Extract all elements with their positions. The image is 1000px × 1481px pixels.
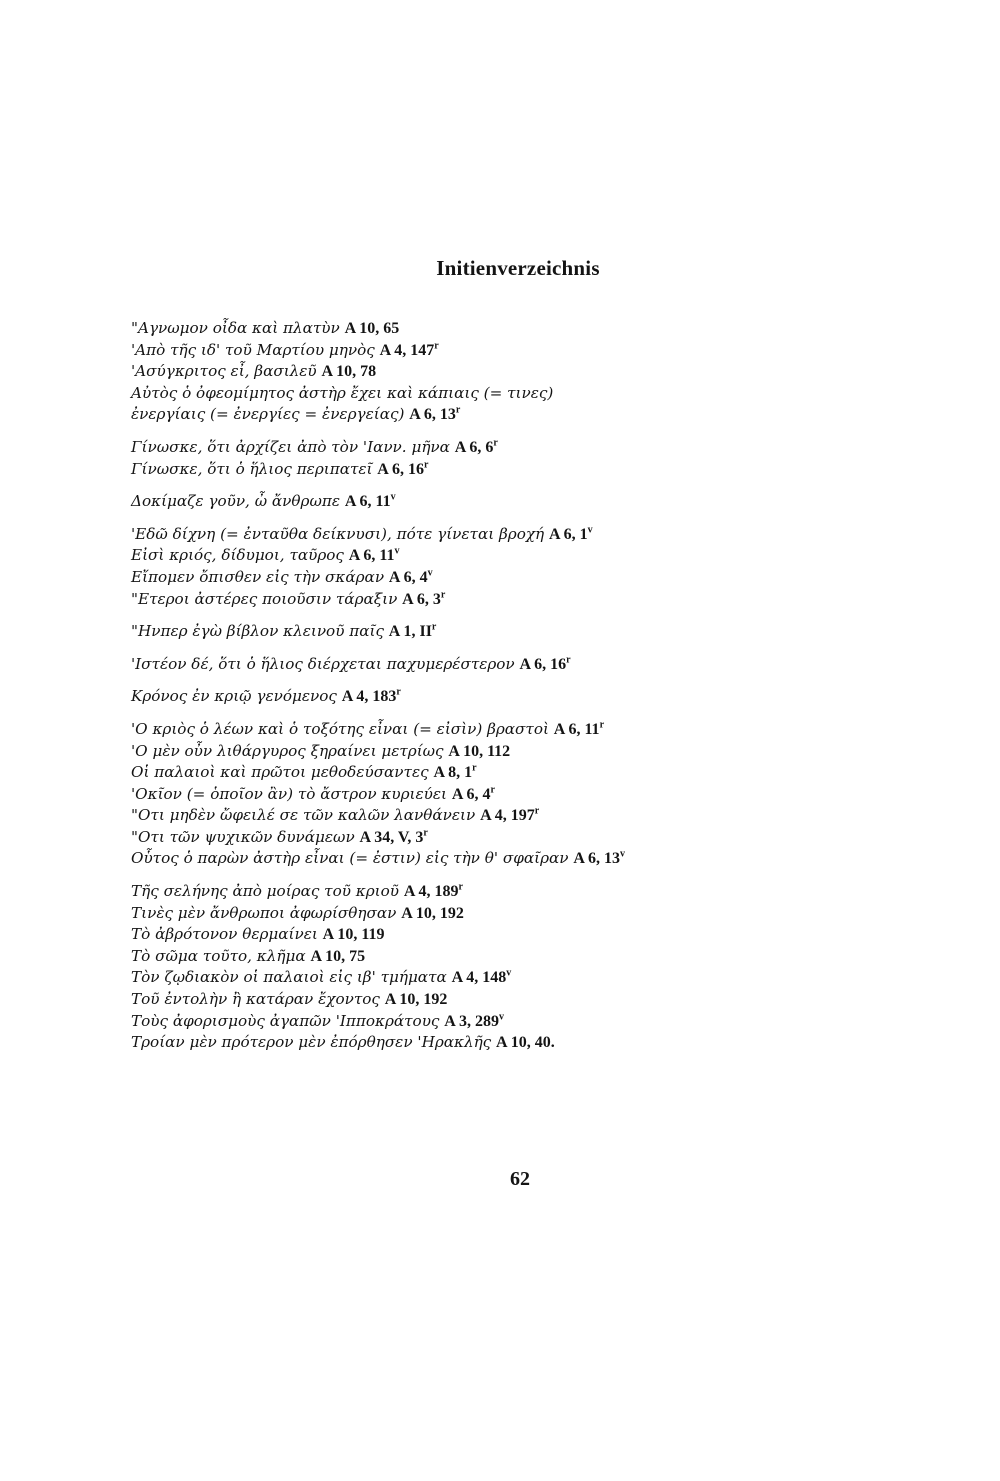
reference-text: A 6, 11 bbox=[348, 547, 395, 565]
folio-side-marker: r bbox=[431, 621, 437, 633]
manuscript-reference bbox=[322, 363, 377, 380]
index-entry bbox=[131, 741, 971, 763]
index-entry bbox=[131, 318, 971, 340]
incipit-text: Δοκίμαζε γοῦν, ὦ ἄνθρωπε bbox=[131, 492, 340, 511]
manuscript-reference bbox=[433, 764, 476, 781]
index-entry bbox=[131, 762, 971, 784]
incipit-text: Οἱ παλαιοὶ καὶ πρῶτοι μεθοδεύσαντες bbox=[131, 763, 429, 782]
folio-side-marker: r bbox=[440, 589, 446, 601]
manuscript-reference bbox=[496, 1034, 555, 1051]
index-group bbox=[131, 881, 971, 1054]
incipit-text: Τὸ σῶμα τοῦτο, κλῆμα bbox=[131, 946, 306, 965]
index-entry bbox=[131, 903, 971, 925]
manuscript-reference bbox=[401, 905, 464, 922]
index-entry bbox=[131, 654, 971, 676]
folio-side-marker: r bbox=[490, 784, 495, 796]
manuscript-reference bbox=[452, 969, 512, 986]
reference-text: A 4, 183 bbox=[341, 688, 397, 706]
index-entry bbox=[131, 1032, 971, 1054]
folio-side-marker: v bbox=[394, 546, 400, 558]
reference-text: A 6, 11 bbox=[344, 493, 391, 511]
incipit-text: Γίνωσκε, ὅτι ἀρχίζει ἀπὸ τὸν 'Ιανν. μῆνα bbox=[131, 437, 450, 456]
reference-text: A 6, 16 bbox=[519, 655, 567, 673]
index-entry bbox=[131, 589, 971, 611]
folio-side-marker: r bbox=[423, 459, 429, 471]
incipit-text: Τοὺς ἀφορισμοὺς ἀγαπῶν 'Ιπποκράτους bbox=[131, 1011, 440, 1030]
index-entry bbox=[131, 621, 971, 643]
manuscript-reference bbox=[549, 526, 593, 543]
manuscript-reference bbox=[380, 342, 439, 359]
incipit-text: 'Ιστέον δέ, ὅτι ὁ ἥλιος διέρχεται παχυμερέστερον bbox=[131, 654, 515, 673]
index-entry bbox=[131, 545, 971, 567]
manuscript-reference bbox=[345, 493, 396, 510]
reference-text: A 6, 4 bbox=[451, 785, 491, 803]
reference-text: A 4, 147 bbox=[379, 341, 435, 359]
index-entry bbox=[131, 491, 971, 513]
folio-side-marker: v bbox=[620, 849, 626, 861]
incipit-text: Αὐτὸς ὁ ὀφεομίμητος ἀστὴρ ἔχει καὶ κάπιαις (= τινες) bbox=[131, 383, 554, 402]
manuscript-reference bbox=[402, 591, 445, 608]
folio-side-marker: r bbox=[455, 405, 461, 417]
manuscript-reference bbox=[310, 948, 365, 965]
incipit-text: "Ετεροι ἀστέρες ποιοῦσιν τάραξιν bbox=[131, 589, 398, 608]
index-group bbox=[131, 719, 971, 870]
incipit-text: Γίνωσκε, ὅτι ὁ ἥλιος περιπατεῖ bbox=[131, 459, 373, 478]
incipit-text: Κρόνος ἐν κριῷ γενόμενος bbox=[131, 687, 337, 706]
index-entry bbox=[131, 437, 971, 459]
index-group bbox=[131, 654, 971, 676]
reference-text: A 6, 11 bbox=[553, 720, 600, 738]
manuscript-reference bbox=[385, 991, 448, 1008]
reference-text: A 10, 75 bbox=[310, 947, 366, 965]
incipit-text: 'Οκῖον (= ὁποῖον ἂν) τὸ ἄστρον κυριεύει bbox=[131, 784, 447, 803]
manuscript-reference bbox=[573, 850, 625, 867]
index-entry bbox=[131, 848, 971, 870]
incipit-text: 'Απὸ τῆς ιδ' τοῦ Μαρτίου μηνὸς bbox=[131, 340, 375, 359]
manuscript-reference bbox=[360, 829, 428, 846]
page-number: 62 bbox=[510, 1168, 530, 1190]
manuscript-reference bbox=[455, 439, 498, 456]
reference-text: A 10, 78 bbox=[321, 363, 377, 381]
manuscript-reference bbox=[389, 623, 437, 640]
incipit-text: Εἴπομεν ὄπισθεν εἰς τὴν σκάραν bbox=[131, 567, 385, 586]
reference-text: A 4, 189 bbox=[403, 883, 459, 901]
reference-text: A 34, V, 3 bbox=[359, 828, 424, 846]
manuscript-reference bbox=[409, 406, 460, 423]
manuscript-reference bbox=[444, 1013, 504, 1030]
manuscript-reference bbox=[404, 883, 463, 900]
index-entry bbox=[131, 524, 971, 546]
index-entry bbox=[131, 1011, 971, 1033]
manuscript-reference bbox=[345, 320, 400, 337]
index-entry bbox=[131, 967, 971, 989]
manuscript-reference bbox=[349, 547, 400, 564]
incipit-text: 'Ο μὲν οὖν λιθάργυρος ξηραίνει μετρίως bbox=[131, 741, 444, 760]
folio-side-marker: r bbox=[493, 437, 498, 449]
incipit-text: "Αγνωμον οἶδα καὶ πλατὺν bbox=[131, 319, 340, 337]
index-entry bbox=[131, 946, 971, 968]
incipit-text: Εἰσὶ κριός, δίδυμοι, ταῦρος bbox=[131, 546, 344, 565]
reference-text: A 6, 13 bbox=[573, 850, 621, 868]
reference-text: A 6, 16 bbox=[377, 460, 424, 478]
index-entry bbox=[131, 881, 971, 903]
index-entry bbox=[131, 404, 971, 426]
folio-side-marker: r bbox=[396, 686, 401, 698]
index-entry bbox=[131, 567, 971, 589]
incipit-text: ἐνεργίαις (= ἐνεργίες = ἐνεργείας) bbox=[131, 405, 405, 424]
index-entry bbox=[131, 784, 971, 806]
reference-text: A 6, 1 bbox=[548, 525, 588, 543]
index-group bbox=[131, 686, 971, 708]
reference-text: A 10, 119 bbox=[322, 926, 385, 944]
incipit-text: Τῆς σελήνης ἀπὸ μοίρας τοῦ κριοῦ bbox=[131, 882, 399, 901]
manuscript-reference bbox=[389, 569, 433, 586]
reference-text: A 4, 148 bbox=[451, 969, 507, 987]
incipit-text: Τὸ ἀβρότονον θερμαίνει bbox=[131, 925, 318, 944]
incipit-text: "Οτι μηδὲν ὤφειλέ σε τῶν καλῶν λανθάνειν bbox=[131, 806, 476, 825]
reference-text: A 10, 192 bbox=[401, 904, 464, 922]
manuscript-reference bbox=[452, 786, 495, 803]
reference-text: A 6, 13 bbox=[409, 406, 456, 424]
index-entry bbox=[131, 805, 971, 827]
folio-side-marker: r bbox=[423, 827, 428, 839]
index-entry bbox=[131, 383, 971, 405]
manuscript-reference bbox=[377, 461, 428, 478]
incipit-text: Τροίαν μὲν πρότερον μὲν ἐπόρθησεν 'Ηρακλῆς bbox=[131, 1033, 492, 1052]
manuscript-reference bbox=[448, 743, 510, 760]
index-group bbox=[131, 621, 971, 643]
incipit-text: Οὗτος ὁ παρὼν ἀστὴρ εἶναι (= ἐστιν) εἰς τὴν θ' σφαῖραν bbox=[131, 849, 569, 868]
incipit-text: Τινὲς μὲν ἄνθρωποι ἀφωρίσθησαν bbox=[131, 903, 397, 922]
folio-side-marker: v bbox=[427, 567, 433, 579]
index-entry bbox=[131, 827, 971, 849]
folio-side-marker: r bbox=[599, 719, 605, 731]
incipit-text: 'Ο κριὸς ὁ λέων καὶ ὁ τοξότης εἶναι (= εἰσὶν) βραστοὶ bbox=[131, 719, 549, 738]
index-group bbox=[131, 524, 971, 610]
folio-side-marker: r bbox=[472, 762, 477, 774]
manuscript-reference bbox=[342, 688, 401, 705]
manuscript-reference bbox=[323, 926, 385, 943]
incipit-text: Τὸν ζῳδιακὸν οἱ παλαιοὶ εἰς ιβ' τμήματα bbox=[131, 968, 447, 987]
index-entry bbox=[131, 459, 971, 481]
folio-side-marker: v bbox=[498, 1011, 504, 1023]
index-entry bbox=[131, 989, 971, 1011]
reference-text: A 10, 192 bbox=[384, 991, 448, 1009]
folio-side-marker: r bbox=[534, 805, 540, 817]
page-title: Initienverzeichnis bbox=[436, 256, 600, 280]
reference-text: A 10, 112 bbox=[448, 742, 511, 760]
folio-side-marker: v bbox=[390, 491, 396, 503]
index-entry bbox=[131, 361, 971, 383]
manuscript-reference bbox=[520, 656, 571, 673]
index-group bbox=[131, 318, 971, 426]
manuscript-reference bbox=[480, 807, 539, 824]
reference-text: A 6, 3 bbox=[402, 590, 441, 608]
folio-side-marker: v bbox=[506, 968, 512, 980]
reference-text: A 10, 40. bbox=[496, 1034, 555, 1052]
folio-side-marker: r bbox=[458, 881, 463, 893]
reference-text: A 3, 289 bbox=[444, 1012, 499, 1030]
index-group bbox=[131, 437, 971, 480]
reference-text: A 10, 65 bbox=[344, 320, 400, 337]
index-group bbox=[131, 491, 971, 513]
index-entry bbox=[131, 719, 971, 741]
incipit-text: "Ηνπερ ἐγὼ βίβλον κλεινοῦ παῖς bbox=[131, 622, 384, 641]
index-entries bbox=[131, 318, 971, 1065]
folio-side-marker: r bbox=[434, 340, 439, 352]
folio-side-marker: r bbox=[566, 654, 571, 666]
incipit-text: 'Εδῶ δίχνη (= ἐνταῦθα δείκνυσι), πότε γίνεται βροχή bbox=[131, 524, 545, 543]
index-entry bbox=[131, 340, 971, 362]
folio-side-marker: v bbox=[587, 524, 593, 536]
incipit-text: 'Ασύγκριτος εἶ, βασιλεῦ bbox=[131, 362, 317, 381]
reference-text: A 6, 4 bbox=[388, 568, 428, 586]
index-entry bbox=[131, 686, 971, 708]
incipit-text: "Οτι τῶν ψυχικῶν δυνάμεων bbox=[131, 827, 355, 846]
reference-text: A 6, 6 bbox=[454, 438, 494, 456]
reference-text: A 4, 197 bbox=[480, 807, 535, 825]
index-entry bbox=[131, 924, 971, 946]
incipit-text: Τοῦ ἐντολὴν ἢ κατάραν ἔχοντος bbox=[131, 990, 380, 1009]
manuscript-reference bbox=[554, 721, 604, 738]
reference-text: A 1, II bbox=[388, 623, 432, 641]
reference-text: A 8, 1 bbox=[433, 764, 473, 782]
